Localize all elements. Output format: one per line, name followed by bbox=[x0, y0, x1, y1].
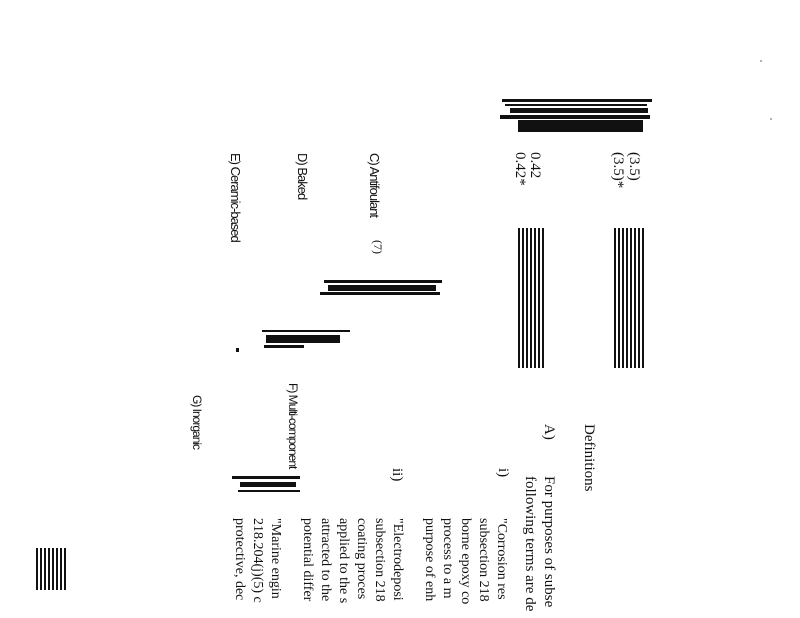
paragraph-line: purpose of enh bbox=[422, 518, 437, 602]
redaction-bar bbox=[510, 108, 648, 113]
paragraph-line: protective, dec bbox=[232, 518, 247, 601]
paragraph-line: potential differ bbox=[300, 518, 315, 602]
scan-speck bbox=[760, 60, 762, 62]
paragraph-line: following terms are de bbox=[522, 476, 538, 612]
paragraph-line: borne epoxy co bbox=[458, 518, 473, 605]
table-data-column bbox=[518, 228, 546, 368]
table-column-value: 0.42 bbox=[527, 152, 543, 179]
paragraph-line: attracted to the bbox=[318, 518, 333, 602]
redaction-bar bbox=[502, 99, 652, 102]
paragraph-line: "Corrosion res bbox=[494, 518, 509, 600]
row-label: D) Baked bbox=[295, 153, 310, 200]
row-label: F) Multi-component bbox=[286, 383, 300, 469]
row-label: E) Ceramic-based bbox=[228, 153, 243, 242]
paragraph-line: applied to the s bbox=[336, 518, 351, 604]
redaction-bar bbox=[328, 285, 436, 291]
table-column-value: (3.5)* bbox=[610, 152, 626, 189]
redaction-bar bbox=[518, 120, 643, 132]
redaction-bar bbox=[500, 115, 650, 119]
item-label: A) bbox=[541, 424, 557, 440]
paragraph-line: For purposes of subse bbox=[541, 476, 557, 608]
redaction-bar bbox=[236, 348, 239, 352]
paragraph-line: 218.204(j)(5) c bbox=[250, 518, 265, 603]
redaction-bar bbox=[324, 280, 442, 283]
paragraph-line: "Marine engin bbox=[268, 518, 283, 599]
redaction-bar bbox=[262, 330, 350, 332]
table-column-value: (3.5) bbox=[626, 152, 642, 181]
row-label: C) Antifoulant bbox=[367, 153, 382, 218]
section-heading: Definitions bbox=[581, 424, 597, 492]
barcode-mark bbox=[36, 548, 68, 590]
redaction-bar bbox=[232, 476, 300, 479]
paragraph-line: process to a m bbox=[440, 518, 455, 599]
paragraph-line: coating proces bbox=[354, 518, 369, 600]
redaction-bar bbox=[240, 482, 296, 487]
scan-speck bbox=[770, 118, 772, 120]
paragraph-line: subsection 218 bbox=[476, 518, 491, 602]
redaction-bar bbox=[238, 490, 300, 492]
table-data-column bbox=[614, 228, 644, 368]
row-label: G) Inorganic bbox=[190, 395, 204, 450]
item-label: i) bbox=[495, 468, 511, 478]
item-label: ii) bbox=[389, 468, 405, 482]
redaction-bar bbox=[266, 335, 340, 343]
redaction-bar bbox=[505, 104, 647, 106]
redaction-bar bbox=[264, 345, 304, 348]
paragraph-line: subsection 218 bbox=[372, 518, 387, 602]
paragraph-line: "Electrodeposi bbox=[390, 518, 405, 601]
table-column-value: 0.42* bbox=[512, 152, 528, 186]
footnote-marker: (7) bbox=[371, 240, 385, 254]
redaction-bar bbox=[320, 292, 440, 295]
